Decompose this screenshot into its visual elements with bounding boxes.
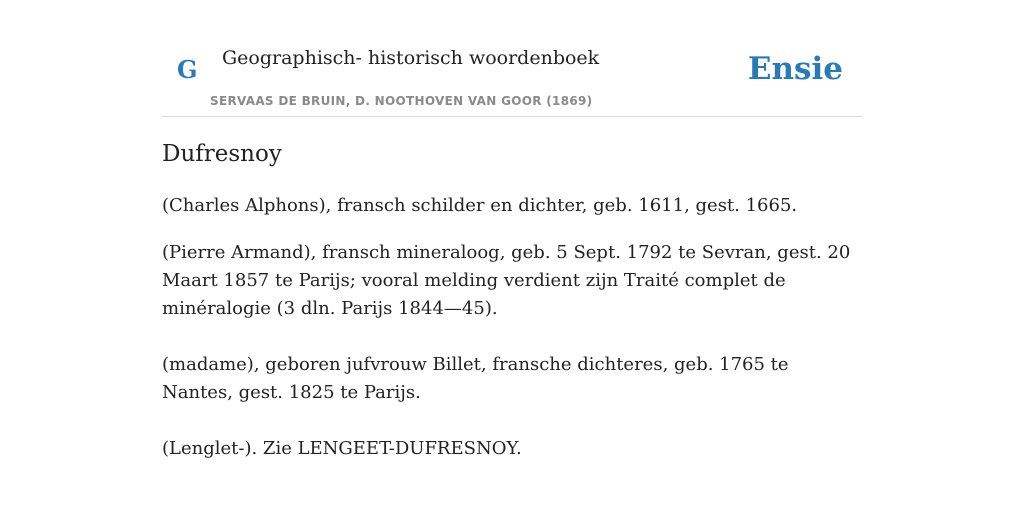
ensie-logo-link[interactable]: Ensie	[747, 51, 843, 87]
entry-paragraph: (madame), geboren jufvrouw Billet, fransche dichteres, geb. 1765 te Nantes, gest. 1825 te Parijs.	[162, 354, 789, 403]
entry-title: Dufresnoy	[162, 141, 282, 167]
header	[162, 0, 862, 117]
book-authors: SERVAAS DE BRUIN, D. NOOTHOVEN VAN GOOR (1869)	[210, 94, 593, 108]
book-letter-badge[interactable]: G	[177, 55, 198, 84]
entry-content	[162, 137, 862, 463]
entry-paragraph: (Lenglet-). Zie LENGEET-DUFRESNOY.	[162, 438, 522, 459]
page	[162, 0, 862, 512]
entry-paragraph: (Pierre Armand), fransch mineraloog, geb. 5 Sept. 1792 te Sevran, gest. 20 Maart 1857 te Parijs; vooral melding verdient zijn Traité complet de minéralogie (3 dln. Parijs 1844—45).	[162, 242, 851, 319]
book-title-link[interactable]: Geographisch- historisch woordenboek	[222, 47, 600, 69]
entry-paragraph: (Charles Alphons), fransch schilder en dichter, geb. 1611, gest. 1665.	[162, 195, 798, 216]
